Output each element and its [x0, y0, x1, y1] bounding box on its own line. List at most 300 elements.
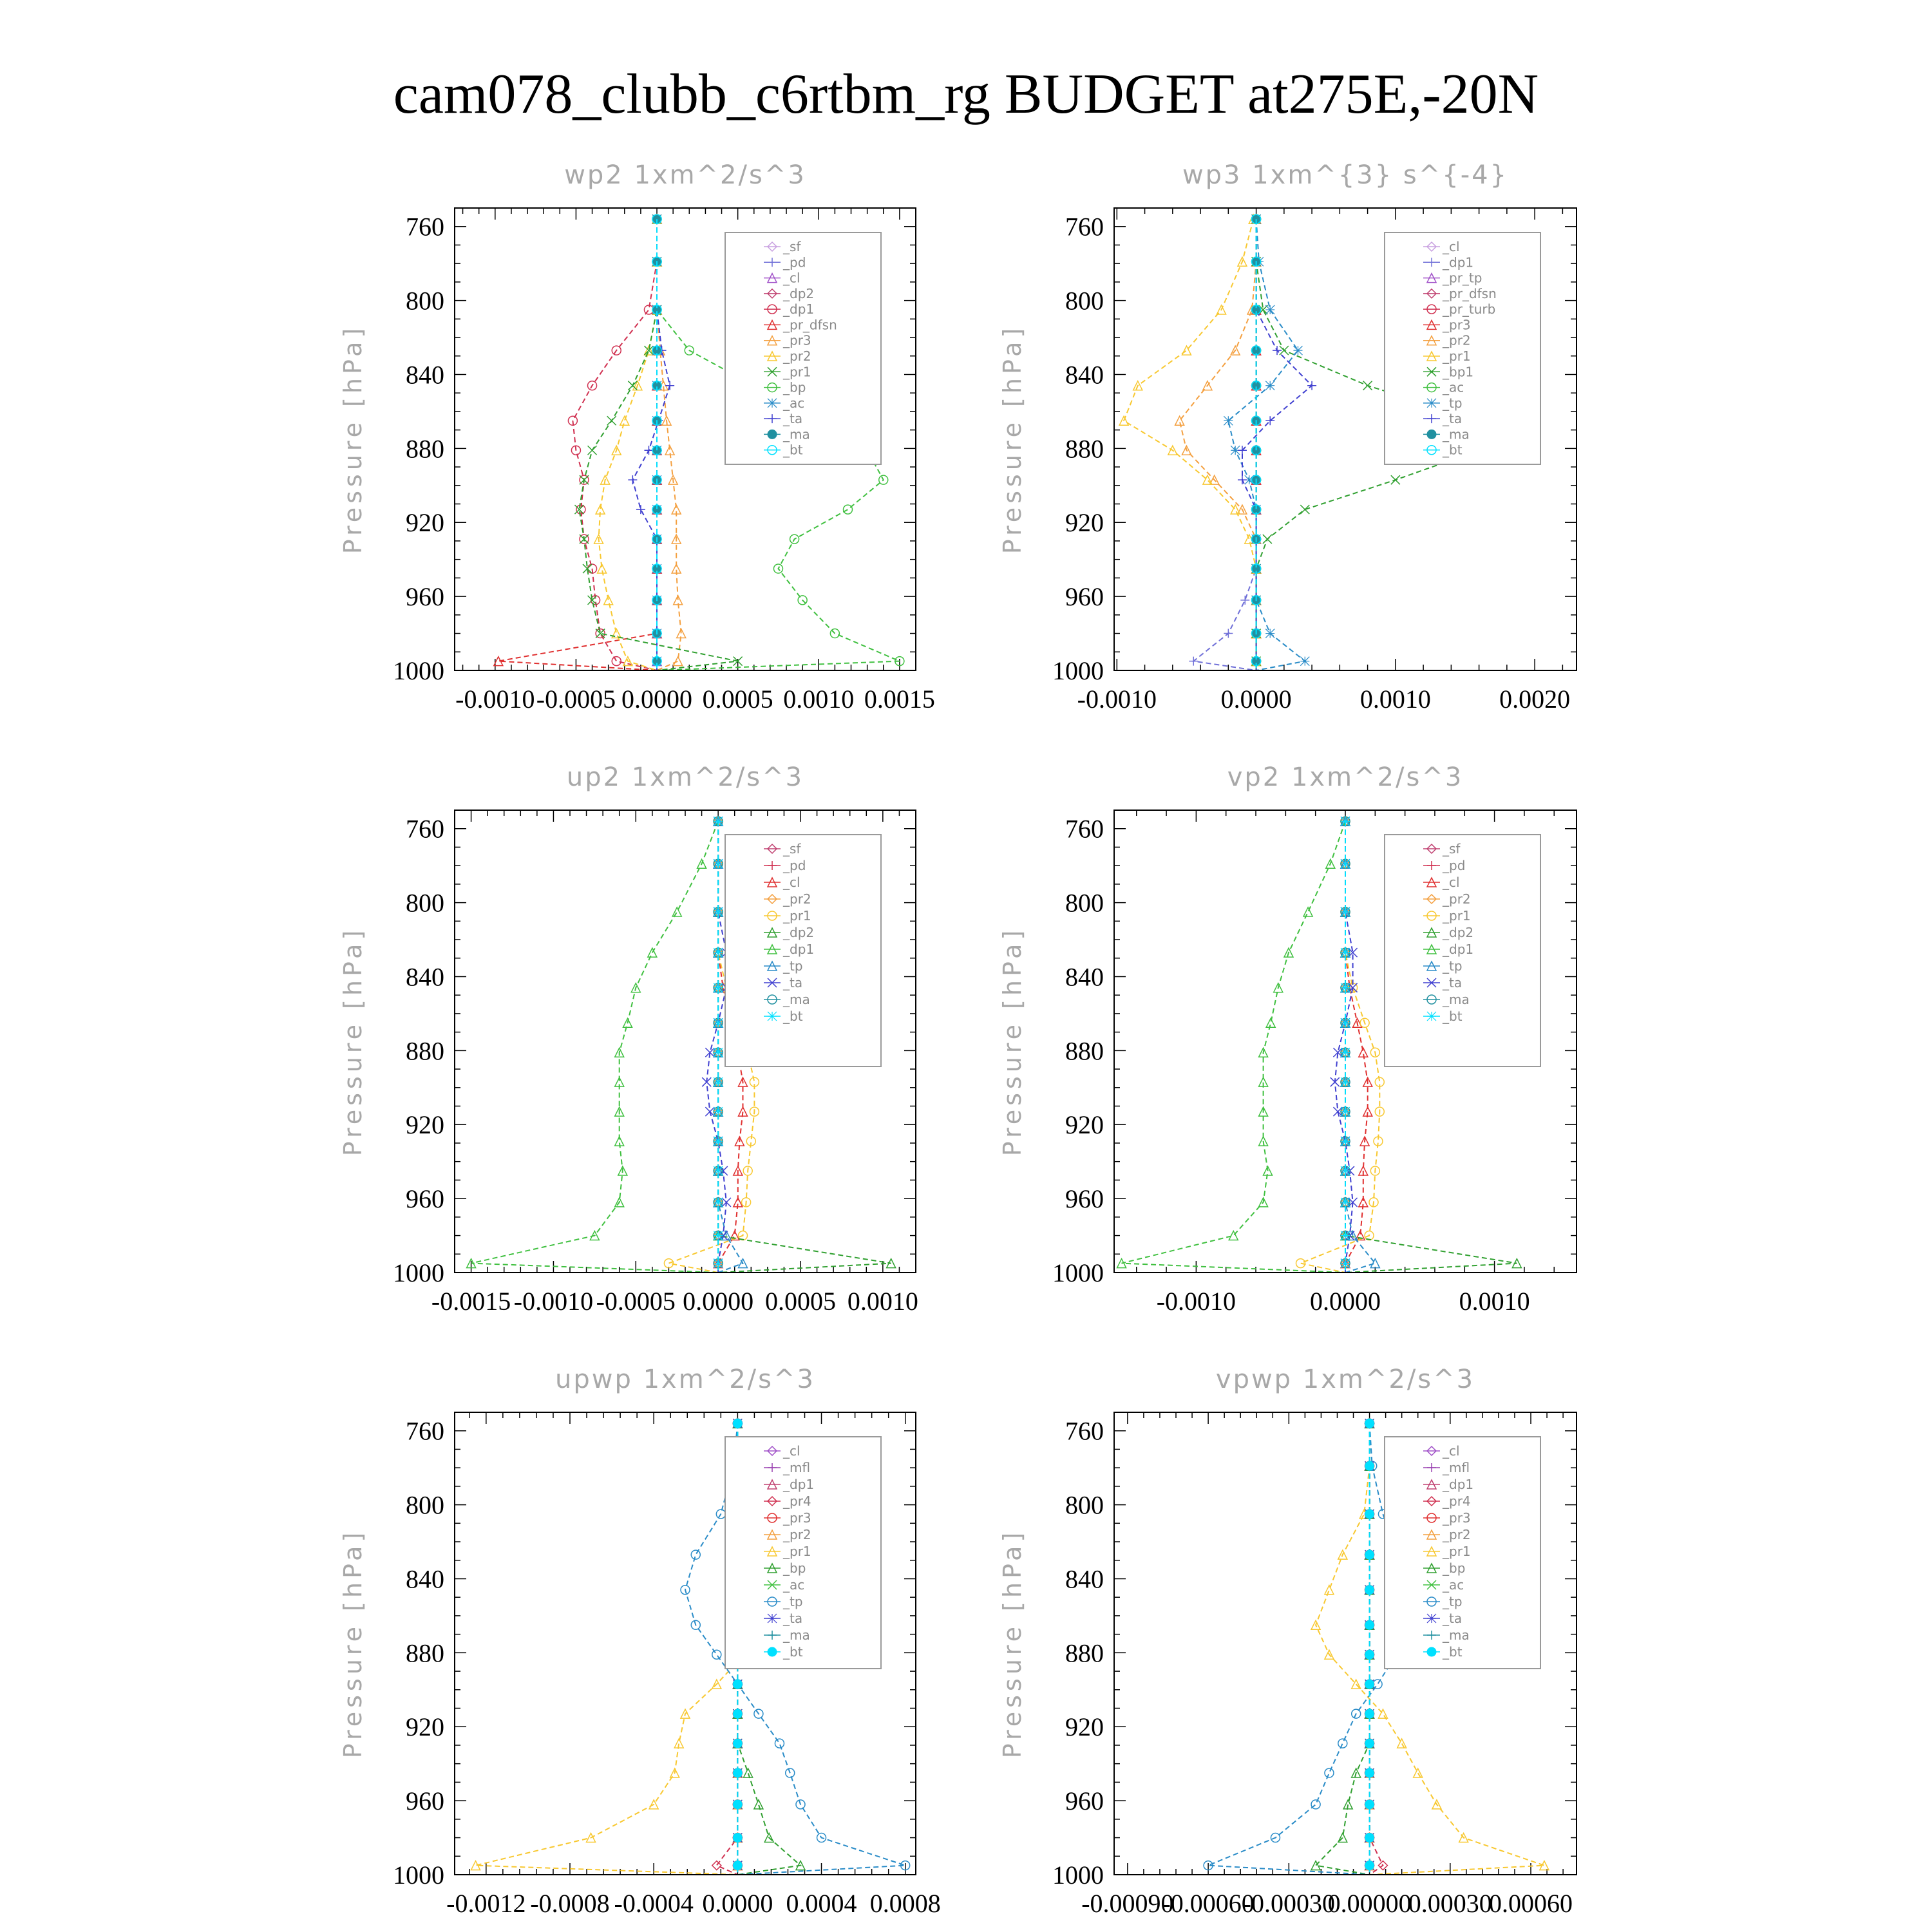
legend-label: _pr2: [783, 891, 811, 907]
legend-label: _ta: [783, 411, 803, 427]
data-point: [1341, 948, 1350, 957]
panel-title: wp3 1xm^{3} s^{-4}: [1182, 160, 1509, 190]
legend-label: _pr4: [783, 1493, 811, 1509]
data-point: [775, 1739, 784, 1748]
series_tp: [1224, 214, 1309, 670]
y-tick-label: 880: [1065, 434, 1104, 464]
data-point: [733, 1739, 742, 1748]
legend-label: _sf: [1443, 841, 1461, 857]
legend-label: _dp1: [783, 1477, 815, 1492]
legend-label: _pr2: [1443, 891, 1471, 907]
main-title: cam078_clubb_c6rtbm_rg BUDGET at275E,-20N: [393, 63, 1539, 126]
legend-label: _ta: [783, 1611, 803, 1626]
data-point: [733, 1709, 742, 1718]
series_pr_dfsn: [494, 214, 661, 670]
series-line: [632, 219, 670, 670]
series-line: [1122, 821, 1345, 1273]
y-tick-label: 1000: [393, 1258, 444, 1287]
legend-label: _bt: [1443, 1644, 1463, 1660]
legend: [725, 232, 881, 464]
data-point: [580, 535, 589, 544]
x-tick-label: -0.0012: [446, 1889, 526, 1918]
x-tick-label: -0.0005: [536, 685, 616, 714]
y-tick-label: 880: [1065, 1036, 1104, 1066]
data-point: [1341, 817, 1350, 826]
legend-label: _cl: [1443, 239, 1460, 254]
y-tick-label: 840: [406, 1564, 444, 1594]
data-point: [714, 1137, 723, 1146]
data-point: [636, 505, 645, 514]
data-point: [1338, 1739, 1347, 1748]
panel-1: [339, 160, 935, 714]
y-tick-label: 960: [406, 582, 444, 612]
series_pr1: [1296, 817, 1385, 1273]
legend-label: _bp: [1443, 1560, 1466, 1576]
data-point: [1365, 1650, 1374, 1659]
legend-label: _dp1: [783, 942, 815, 957]
legend-label: _pd: [783, 858, 806, 873]
data-point: [733, 1768, 742, 1777]
x-tick-label: 0.0010: [847, 1287, 918, 1316]
y-tick-label: 1000: [1052, 1258, 1104, 1287]
legend-label: _bt: [783, 1009, 803, 1024]
y-tick-label: 760: [1065, 212, 1104, 242]
data-point: [1365, 1586, 1374, 1595]
legend-label: _bt: [1443, 1009, 1463, 1024]
x-tick-label: -0.0010: [513, 1287, 594, 1316]
panel-title: up2 1xm^2/s^3: [566, 762, 804, 792]
data-point: [1365, 1861, 1374, 1870]
legend-label: _ta: [1443, 411, 1463, 427]
y-tick-label: 760: [1065, 814, 1104, 844]
data-point: [1341, 1107, 1350, 1116]
y-tick-label: 760: [406, 814, 444, 844]
data-point: [1341, 1137, 1350, 1146]
legend-label: _dp1: [1443, 1477, 1474, 1492]
panel-4: [998, 762, 1577, 1316]
x-tick-label: -0.0010: [455, 685, 535, 714]
data-point: [1224, 416, 1233, 425]
y-tick-label: 800: [1065, 888, 1104, 918]
data-point: [733, 1800, 742, 1809]
data-point: [628, 475, 637, 484]
x-tick-label: -0.00030: [1242, 1889, 1336, 1918]
data-point: [714, 1077, 723, 1086]
y-tick-label: 840: [1065, 962, 1104, 992]
legend-label: _tp: [1443, 958, 1463, 974]
x-tick-label: -0.00090: [1081, 1889, 1174, 1918]
x-tick-label: 0.0000: [621, 685, 693, 714]
x-tick-label: 0.0015: [864, 685, 935, 714]
data-point: [1265, 305, 1274, 314]
data-point: [1341, 859, 1350, 868]
data-point: [672, 907, 681, 916]
data-point: [1263, 535, 1272, 544]
series_dp1: [568, 214, 661, 670]
y-tick-label: 880: [406, 1036, 444, 1066]
x-tick-label: -0.0010: [1077, 685, 1157, 714]
x-tick-label: 0.00000: [1327, 1889, 1412, 1918]
data-point: [714, 1198, 723, 1207]
legend-label: _dp1: [783, 301, 815, 317]
data-point: [712, 1650, 721, 1659]
panel-3: [339, 762, 918, 1316]
legend-label: _pr_dfsn: [1443, 285, 1497, 301]
data-point: [1341, 1259, 1350, 1268]
y-tick-label: 920: [1065, 508, 1104, 538]
legend-label: _pd: [1443, 858, 1466, 873]
y-tick-label: 1000: [393, 1861, 444, 1889]
y-tick-label: 840: [406, 360, 444, 390]
y-tick-label: 840: [1065, 360, 1104, 390]
legend-label: _ma: [783, 1627, 810, 1643]
data-point: [1303, 907, 1312, 916]
legend-label: _pr2: [783, 348, 811, 364]
y-tick-label: 840: [406, 962, 444, 992]
data-point: [1341, 1166, 1350, 1175]
legend-label: _cl: [1443, 875, 1460, 890]
y-tick-label: 960: [406, 1184, 444, 1214]
y-tick-label: 800: [1065, 1490, 1104, 1520]
series_pr1: [1119, 214, 1260, 670]
data-point: [1365, 1680, 1374, 1689]
data-point: [1391, 475, 1400, 484]
legend-label: _tp: [1443, 1594, 1463, 1609]
data-point: [1365, 1510, 1374, 1519]
data-point: [1325, 1768, 1334, 1777]
data-point: [691, 1550, 700, 1559]
data-point: [733, 1833, 742, 1842]
legend-label: _ac: [1443, 1577, 1464, 1593]
y-tick-label: 800: [406, 888, 444, 918]
data-point: [1307, 381, 1316, 390]
series_ta: [628, 214, 674, 670]
x-tick-label: 0.0000: [702, 1889, 773, 1918]
data-point: [714, 1107, 723, 1116]
series_dp1: [1117, 817, 1350, 1273]
data-point: [733, 1680, 742, 1689]
legend-label: _cl: [783, 875, 800, 890]
legend-label: _pr1: [783, 1544, 811, 1559]
data-point: [1341, 1077, 1350, 1086]
legend-label: _pr1: [783, 908, 811, 923]
data-point: [1341, 983, 1350, 992]
data-point: [1224, 629, 1233, 638]
y-tick-label: 760: [406, 1416, 444, 1446]
data-point: [664, 1259, 673, 1268]
legend-label: _ac: [783, 1577, 805, 1593]
data-point: [1365, 1461, 1374, 1470]
y-tick-label: 800: [1065, 286, 1104, 316]
panel-2: [998, 160, 1577, 714]
y-tick-label: 1000: [1052, 1861, 1104, 1889]
legend-label: _dp2: [783, 925, 815, 940]
data-point: [714, 907, 723, 916]
legend-label: _tp: [783, 958, 803, 974]
legend-label: _pd: [783, 254, 806, 270]
data-point: [1365, 1620, 1374, 1629]
y-tick-label: 920: [406, 508, 444, 538]
legend-marker: [768, 1647, 777, 1656]
data-point: [714, 1048, 723, 1057]
data-point: [714, 1259, 723, 1268]
series-line: [1316, 1423, 1370, 1875]
series-line: [1124, 219, 1256, 670]
legend-label: _bp: [783, 1560, 806, 1576]
data-point: [1365, 1550, 1374, 1559]
legend-marker: [768, 1012, 777, 1021]
legend-marker: [1427, 1614, 1436, 1623]
legend-label: _pr_turb: [1443, 301, 1496, 317]
data-point: [1363, 381, 1372, 390]
data-point: [1311, 1800, 1320, 1809]
legend-label: _pr1: [1443, 1544, 1471, 1559]
x-tick-label: -0.0010: [1156, 1287, 1236, 1316]
panels: [339, 160, 1577, 1918]
series_bp: [1311, 1419, 1374, 1875]
data-point: [1365, 1419, 1374, 1428]
panel-title: vpwp 1xm^2/s^3: [1215, 1365, 1475, 1394]
x-tick-label: 0.0010: [1459, 1287, 1530, 1316]
legend-label: _pr_dfsn: [783, 317, 837, 333]
y-axis-label: Pressure [hPa]: [998, 926, 1027, 1157]
legend-label: _pr2: [1443, 332, 1471, 348]
data-point: [714, 1018, 723, 1027]
legend-marker: [1427, 1647, 1436, 1656]
data-point: [607, 416, 616, 425]
y-axis-label: Pressure [hPa]: [339, 324, 367, 554]
x-tick-label: 0.0005: [765, 1287, 836, 1316]
data-point: [1325, 1586, 1334, 1595]
x-tick-label: 0.0000: [683, 1287, 754, 1316]
data-point: [714, 1166, 723, 1175]
y-tick-label: 880: [406, 1638, 444, 1668]
legend-label: _pr_tp: [1443, 270, 1482, 286]
x-tick-label: -0.0015: [431, 1287, 511, 1316]
legend-label: _ma: [783, 992, 810, 1007]
data-point: [1365, 1739, 1374, 1748]
data-point: [620, 416, 629, 425]
data-point: [1341, 1048, 1350, 1057]
data-point: [714, 983, 723, 992]
legend-label: _sf: [783, 239, 801, 254]
legend-label: _bt: [783, 1644, 803, 1660]
series-line: [1228, 219, 1305, 670]
legend-label: _pr1: [1443, 908, 1471, 923]
data-point: [628, 381, 637, 390]
legend-label: _bt: [1443, 442, 1463, 458]
series-line: [599, 219, 657, 670]
y-tick-label: 960: [1065, 1184, 1104, 1214]
legend: [1385, 1437, 1540, 1669]
data-point: [1341, 1198, 1350, 1207]
series_tp: [1204, 1419, 1414, 1875]
x-tick-label: 0.0010: [1359, 685, 1431, 714]
data-point: [714, 859, 723, 868]
legend-label: _pr2: [783, 1527, 811, 1542]
y-axis-label: Pressure [hPa]: [339, 926, 367, 1157]
legend-marker: [768, 430, 777, 439]
legend-label: _tp: [1443, 395, 1463, 411]
legend-label: _ma: [1443, 1627, 1470, 1643]
data-point: [754, 1800, 763, 1809]
legend-label: _pr1: [1443, 348, 1471, 364]
legend-label: _pr3: [783, 1510, 811, 1526]
legend-label: _cl: [1443, 1443, 1460, 1459]
data-point: [1341, 1231, 1350, 1240]
legend-label: _ta: [1443, 975, 1463, 990]
legend-marker: [1427, 1012, 1436, 1021]
legend-label: _sf: [783, 841, 801, 857]
y-tick-label: 760: [406, 212, 444, 242]
data-point: [1414, 1768, 1423, 1777]
legend-label: _ma: [1443, 426, 1470, 442]
series-line: [1208, 1423, 1410, 1875]
x-tick-label: 0.00030: [1408, 1889, 1492, 1918]
x-tick-label: -0.00060: [1162, 1889, 1255, 1918]
legend-label: _cl: [783, 270, 800, 286]
y-tick-label: 960: [406, 1786, 444, 1816]
series-line: [1301, 821, 1380, 1273]
data-point: [733, 1419, 742, 1428]
y-axis-label: Pressure [hPa]: [998, 1528, 1027, 1759]
data-point: [588, 446, 597, 455]
panel-title: vp2 1xm^2/s^3: [1227, 762, 1464, 792]
x-tick-label: 0.0008: [869, 1889, 941, 1918]
legend-marker: [768, 1614, 777, 1623]
data-point: [1365, 1768, 1374, 1777]
legend-label: _ac: [1443, 379, 1464, 395]
data-point: [1293, 346, 1302, 355]
series_dp1: [467, 817, 723, 1273]
y-tick-label: 960: [1065, 1786, 1104, 1816]
legend-label: _dp1: [1443, 942, 1474, 957]
data-point: [744, 1768, 753, 1777]
data-point: [1397, 1739, 1406, 1748]
legend-label: _pr3: [1443, 1510, 1471, 1526]
x-tick-label: -0.0008: [530, 1889, 610, 1918]
series_ma: [1252, 214, 1261, 670]
x-tick-label: 0.0005: [702, 685, 773, 714]
data-point: [1240, 596, 1249, 605]
series-line: [471, 821, 719, 1273]
legend-label: _dp2: [783, 285, 815, 301]
data-point: [1265, 381, 1274, 390]
legend-label: _pr3: [783, 332, 811, 348]
data-point: [1300, 657, 1309, 666]
series-line: [498, 219, 657, 670]
legend-label: _pr1: [783, 364, 811, 380]
legend-label: _pr3: [1443, 317, 1471, 333]
panel-6: [998, 1365, 1577, 1918]
legend-label: _cl: [783, 1443, 800, 1459]
y-axis-label: Pressure [hPa]: [339, 1528, 367, 1759]
y-tick-label: 920: [1065, 1712, 1104, 1742]
legend-label: _bp: [783, 379, 806, 395]
series_bt: [1365, 1419, 1374, 1875]
y-tick-label: 1000: [393, 656, 444, 685]
legend-label: _ta: [1443, 1611, 1463, 1626]
data-point: [733, 1861, 742, 1870]
legend-label: _ta: [783, 975, 803, 990]
x-tick-label: 0.0010: [783, 685, 855, 714]
legend-label: _ma: [1443, 992, 1470, 1007]
y-tick-label: 880: [406, 434, 444, 464]
data-point: [1189, 657, 1198, 666]
legend-label: _mfl: [783, 1460, 811, 1475]
data-point: [1266, 1018, 1275, 1027]
legend-label: _mfl: [1443, 1460, 1470, 1475]
data-point: [1300, 505, 1309, 514]
data-point: [714, 1231, 723, 1240]
legend-label: _tp: [783, 1594, 803, 1609]
x-tick-label: 0.0004: [786, 1889, 857, 1918]
legend: [1385, 232, 1540, 464]
series-line: [1193, 219, 1256, 670]
series_pr1: [471, 1419, 768, 1875]
y-tick-label: 960: [1065, 582, 1104, 612]
data-point: [1365, 1800, 1374, 1809]
legend-label: _bp1: [1443, 364, 1474, 380]
legend-label: _bt: [783, 442, 803, 458]
y-tick-label: 800: [406, 1490, 444, 1520]
series_ma: [652, 214, 661, 670]
legend-label: _dp1: [1443, 254, 1474, 270]
x-tick-label: -0.0004: [614, 1889, 694, 1918]
y-tick-label: 840: [1065, 1564, 1104, 1594]
y-tick-label: 920: [406, 1712, 444, 1742]
x-tick-label: -0.0005: [596, 1287, 676, 1316]
data-point: [1341, 1018, 1350, 1027]
legend-label: _pr4: [1443, 1493, 1471, 1509]
y-tick-label: 880: [1065, 1638, 1104, 1668]
y-tick-label: 920: [1065, 1110, 1104, 1140]
x-tick-label: 0.0020: [1499, 685, 1571, 714]
panel-title: wp2 1xm^2/s^3: [564, 160, 806, 190]
data-point: [1365, 1709, 1374, 1718]
y-tick-label: 760: [1065, 1416, 1104, 1446]
legend: [725, 835, 881, 1066]
x-tick-label: 0.0000: [1220, 685, 1292, 714]
y-tick-label: 920: [406, 1110, 444, 1140]
series-line: [573, 219, 657, 670]
data-point: [714, 948, 723, 957]
legend-marker: [768, 399, 777, 408]
legend-marker: [1427, 430, 1436, 439]
legend-label: _ac: [783, 395, 805, 411]
series-line: [476, 1423, 763, 1875]
series_pr2: [1175, 214, 1261, 670]
legend: [1385, 835, 1540, 1066]
panel-5: [339, 1365, 941, 1918]
x-tick-label: 0.00060: [1489, 1889, 1573, 1918]
legend-label: _dp2: [1443, 925, 1474, 940]
data-point: [714, 817, 723, 826]
y-tick-label: 800: [406, 286, 444, 316]
data-point: [612, 657, 621, 666]
series_ta: [1238, 214, 1316, 670]
data-point: [1265, 629, 1274, 638]
legend-label: _pr2: [1443, 1527, 1471, 1542]
x-tick-label: 0.0000: [1310, 1287, 1381, 1316]
legend-label: _ma: [783, 426, 810, 442]
y-tick-label: 1000: [1052, 656, 1104, 685]
data-point: [843, 505, 852, 514]
panel-title: upwp 1xm^2/s^3: [555, 1365, 815, 1394]
data-point: [1365, 1833, 1374, 1842]
legend-marker: [1427, 399, 1436, 408]
legend: [725, 1437, 881, 1669]
